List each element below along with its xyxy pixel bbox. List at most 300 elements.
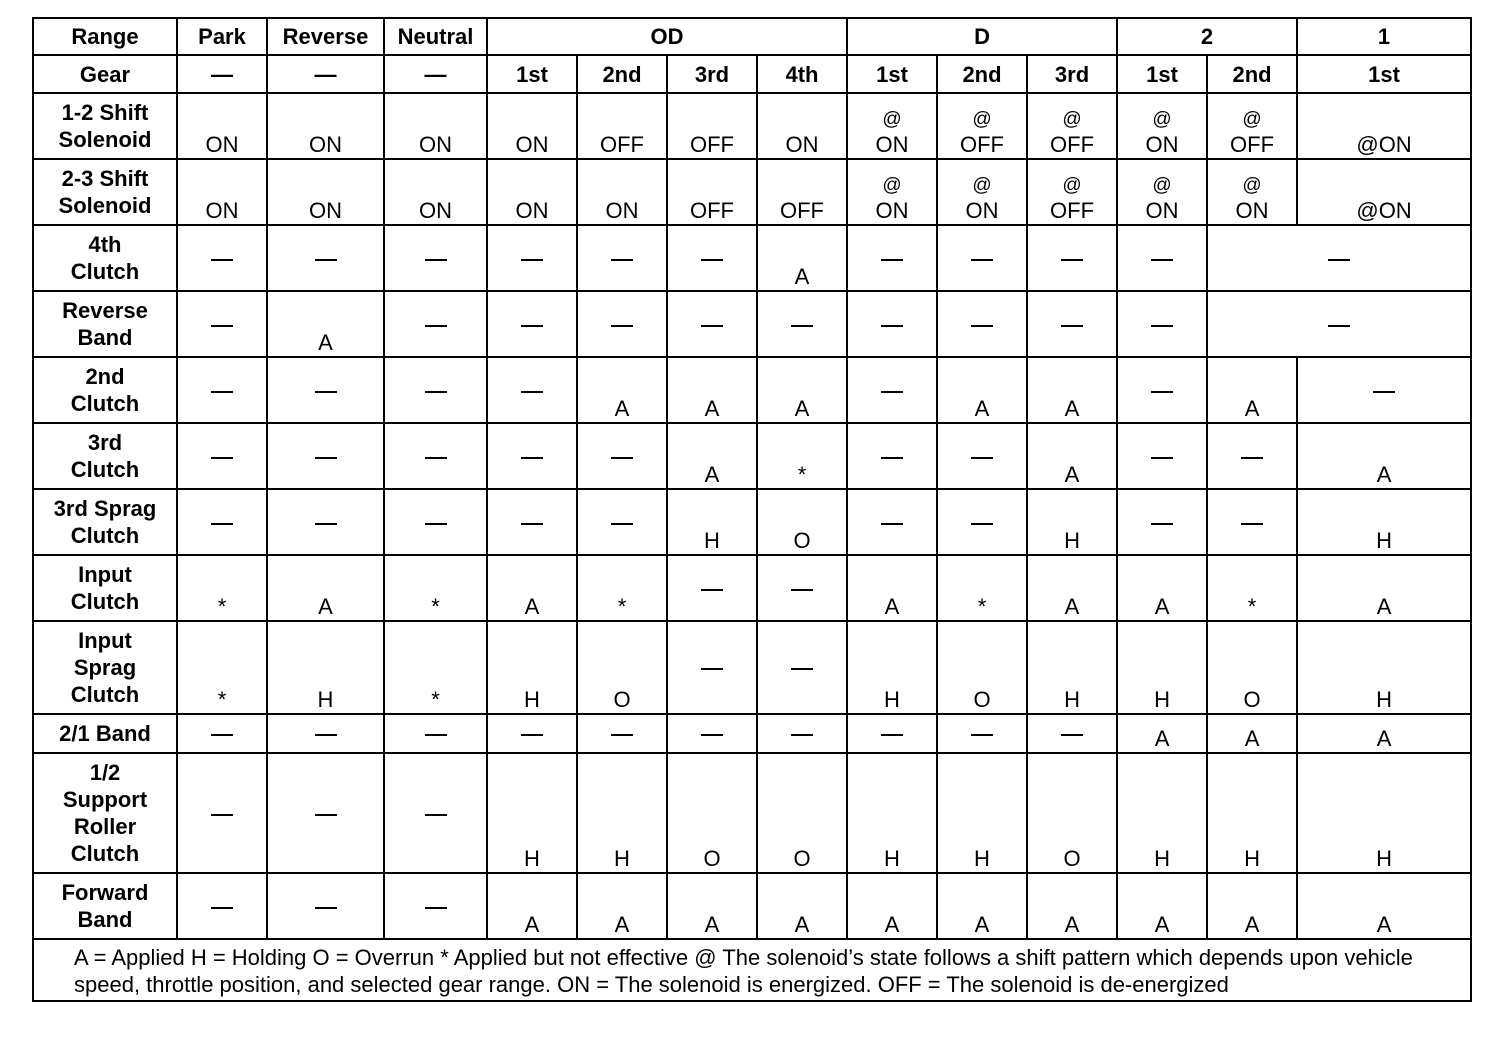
row-1-2-support-roller-clutch: [33, 753, 1471, 873]
table-cell: [847, 489, 937, 555]
table-cell: [577, 714, 667, 753]
cell-value: OFF: [1050, 132, 1095, 157]
not-applicable-dash: [611, 325, 633, 327]
cell-value: ON: [419, 132, 452, 157]
table-cell: [847, 225, 937, 291]
cell-value: OFF: [600, 132, 644, 157]
range-neutral: Neutral: [384, 18, 487, 55]
not-applicable-dash: [1061, 734, 1083, 736]
not-applicable-dash: [1373, 391, 1395, 393]
not-applicable-dash: [425, 734, 447, 736]
table-cell: [267, 555, 384, 621]
row-label-line: 2nd: [85, 364, 125, 389]
table-cell: [1207, 423, 1297, 489]
range-header-row: [33, 18, 1471, 55]
table-cell: [1117, 357, 1207, 423]
not-applicable-dash: [1061, 259, 1083, 261]
row-label-line: 2/1 Band: [59, 721, 151, 746]
gear-reverse: —: [267, 55, 384, 93]
table-cell: [667, 714, 757, 753]
cell-value: O: [793, 528, 811, 553]
not-applicable-dash: [1151, 523, 1173, 525]
cell-value: ON: [1235, 198, 1269, 223]
table-cell: [937, 357, 1027, 423]
cell-value: O: [1063, 846, 1081, 871]
table-cell: [177, 555, 267, 621]
table-cell: [757, 159, 847, 225]
table-cell: [267, 291, 384, 357]
gear-park: —: [177, 55, 267, 93]
row-label-line: Input: [78, 562, 132, 587]
table-cell: [384, 555, 487, 621]
cell-value: H: [1064, 687, 1080, 712]
not-applicable-dash: [1241, 523, 1263, 525]
not-applicable-dash: [881, 523, 903, 525]
row-2nd-clutch: [33, 357, 1471, 423]
row-2-1-band: [33, 714, 1471, 753]
table-cell: [577, 873, 667, 939]
not-applicable-dash: [315, 523, 337, 525]
not-applicable-dash: [425, 457, 447, 459]
table-cell: [384, 291, 487, 357]
row-label-line: 1-2 Shift: [61, 100, 149, 125]
legend-row: [33, 939, 1471, 1001]
not-applicable-dash: [425, 907, 447, 909]
gear-d-2nd: 2nd: [937, 55, 1027, 93]
cell-value: A: [794, 264, 810, 289]
table-cell: [384, 93, 487, 159]
not-applicable-dash: [211, 259, 233, 261]
not-applicable-dash: [791, 325, 813, 327]
table-cell: [937, 555, 1027, 621]
table-cell: [384, 159, 487, 225]
table-cell: [1207, 159, 1297, 225]
table-cell: [1117, 714, 1207, 753]
table-cell: [177, 93, 267, 159]
table-cell: [384, 714, 487, 753]
table-cell: [847, 357, 937, 423]
cell-value: A: [794, 912, 810, 937]
table-cell: [1117, 291, 1207, 357]
gear-1-1st: 1st: [1297, 55, 1471, 93]
table-cell: [1297, 621, 1471, 714]
range-1: 1: [1297, 18, 1471, 55]
table-cell: [1117, 555, 1207, 621]
table-cell: [937, 621, 1027, 714]
row-label-line: Solenoid: [58, 127, 152, 152]
not-applicable-dash: [425, 523, 447, 525]
table-cell: [1117, 489, 1207, 555]
table-cell: [487, 291, 577, 357]
table-cell: [487, 714, 577, 753]
table-cell: [847, 753, 937, 873]
table-cell: [177, 873, 267, 939]
row-label-line: Clutch: [70, 457, 140, 482]
cell-value: @ON: [1356, 132, 1412, 157]
range-od: OD: [487, 18, 847, 55]
not-applicable-dash: [971, 259, 993, 261]
not-applicable-dash: [971, 523, 993, 525]
table-cell: [177, 357, 267, 423]
table-cell: [757, 93, 847, 159]
table-cell: [1117, 621, 1207, 714]
cell-value: A: [1154, 726, 1170, 751]
range-2: 2: [1117, 18, 1297, 55]
table-cell: [667, 555, 757, 621]
table-cell: [1117, 225, 1207, 291]
table-cell: [937, 291, 1027, 357]
table-cell: [757, 423, 847, 489]
table-cell: [757, 873, 847, 939]
table-cell: [847, 423, 937, 489]
table-cell: [267, 357, 384, 423]
cell-value: H: [524, 846, 540, 871]
not-applicable-dash: [1151, 325, 1173, 327]
table-cell: [937, 423, 1027, 489]
table-cell: [577, 291, 667, 357]
not-applicable-dash: [881, 457, 903, 459]
table-cell: [1117, 753, 1207, 873]
cell-value: H: [1064, 528, 1080, 553]
cell-value: *: [797, 462, 807, 487]
cell-value: *: [977, 594, 987, 619]
cell-value: O: [973, 687, 991, 712]
cell-value: A: [318, 594, 333, 619]
cell-value: A: [884, 912, 900, 937]
table-cell: [757, 714, 847, 753]
cell-value: *: [617, 594, 627, 619]
table-cell: [577, 357, 667, 423]
table-cell: [847, 621, 937, 714]
cell-value: A: [1244, 912, 1260, 937]
cell-value: ON: [605, 198, 639, 223]
cell-value: ON: [1145, 198, 1179, 223]
row-label-line: Clutch: [70, 841, 140, 866]
cell-value: O: [613, 687, 631, 712]
cell-value: A: [794, 396, 810, 421]
range-reverse: Reverse: [267, 18, 384, 55]
cell-value: H: [884, 846, 900, 871]
table-cell: [937, 225, 1027, 291]
table-cell: [1207, 621, 1297, 714]
cell-value: O: [703, 846, 721, 871]
cell-value: A: [1064, 594, 1080, 619]
table-cell: [487, 423, 577, 489]
table-cell: [487, 489, 577, 555]
table-cell: [487, 555, 577, 621]
table-cell: [1297, 873, 1471, 939]
row-label: [33, 159, 177, 225]
cell-value: A: [1154, 594, 1170, 619]
gear-od-4th: 4th: [757, 55, 847, 93]
table-cell: [937, 753, 1027, 873]
cell-value: H: [1154, 846, 1170, 871]
table-cell: [267, 621, 384, 714]
table-cell: [267, 714, 384, 753]
table-cell: [487, 93, 577, 159]
table-cell: [847, 159, 937, 225]
not-applicable-dash: [881, 325, 903, 327]
not-applicable-dash: [791, 589, 813, 591]
cell-value: A: [1154, 912, 1170, 937]
not-applicable-dash: [1151, 391, 1173, 393]
table-cell: [177, 753, 267, 873]
table-cell: [267, 93, 384, 159]
table-cell: [667, 93, 757, 159]
table-cell: [577, 423, 667, 489]
table-cell: [1117, 159, 1207, 225]
gear-d-3rd: 3rd: [1027, 55, 1117, 93]
gear-od-3rd: 3rd: [667, 55, 757, 93]
cell-value: H: [704, 528, 720, 553]
row-label-line: 4th: [88, 232, 122, 257]
cell-value: ON: [205, 198, 239, 223]
table-cell: [667, 873, 757, 939]
table-cell: [757, 291, 847, 357]
gear-header-row: [33, 55, 1471, 93]
cell-value: H: [974, 846, 990, 871]
not-applicable-dash: [211, 734, 233, 736]
table-cell: [757, 357, 847, 423]
row-label-line: Input: [78, 628, 132, 653]
cell-value: *: [431, 594, 440, 619]
table-cell: [1207, 714, 1297, 753]
row-label-line: 1/2: [89, 760, 121, 785]
table-cell: [847, 873, 937, 939]
cell-value: A: [1064, 912, 1080, 937]
pattern-marker: @: [972, 175, 992, 196]
cell-value: A: [1376, 594, 1392, 619]
not-applicable-dash: [971, 457, 993, 459]
table-cell: [384, 489, 487, 555]
row-reverse-band: [33, 291, 1471, 357]
not-applicable-dash: [315, 907, 337, 909]
table-cell: [667, 291, 757, 357]
table-cell: [577, 93, 667, 159]
not-applicable-dash: [611, 523, 633, 525]
table-cell: [667, 753, 757, 873]
table-cell: [1027, 489, 1117, 555]
table-cell: [177, 621, 267, 714]
table-cell: [577, 753, 667, 873]
table-cell: [937, 714, 1027, 753]
table-cell: [487, 357, 577, 423]
table-cell: [577, 489, 667, 555]
row-label-line: Roller: [73, 814, 137, 839]
cell-value: H: [524, 687, 540, 712]
not-applicable-dash: [315, 259, 337, 261]
pattern-marker: @: [1152, 175, 1172, 196]
table-cell: [384, 873, 487, 939]
row-label-line: 3rd: [87, 430, 123, 455]
cell-value: ON: [419, 198, 452, 223]
table-cell: [267, 873, 384, 939]
table-cell: [1297, 357, 1471, 423]
table-cell: [1027, 621, 1117, 714]
cell-value: H: [884, 687, 900, 712]
row-label: [33, 489, 177, 555]
not-applicable-dash: [701, 259, 723, 261]
row-label-line: 3rd Sprag: [53, 496, 157, 521]
table-cell: [1027, 225, 1117, 291]
not-applicable-dash: [425, 259, 447, 261]
table-cell: [487, 873, 577, 939]
table-cell: [577, 621, 667, 714]
cell-value: A: [614, 396, 630, 421]
table-cell: [1207, 753, 1297, 873]
row-label-line: Reverse: [62, 298, 148, 323]
cell-value: O: [793, 846, 811, 871]
cell-value: ON: [515, 132, 549, 157]
not-applicable-dash: [1151, 457, 1173, 459]
gear-od-1st: 1st: [487, 55, 577, 93]
not-applicable-dash: [1151, 259, 1173, 261]
not-applicable-dash: [1328, 325, 1350, 327]
not-applicable-dash: [521, 523, 543, 525]
cell-value: H: [614, 846, 630, 871]
table-cell: [1297, 753, 1471, 873]
cell-value: ON: [875, 198, 909, 223]
gear-od-2nd: 2nd: [577, 55, 667, 93]
table-cell: [1297, 555, 1471, 621]
table-cell: [1027, 873, 1117, 939]
pattern-marker: @: [1242, 109, 1262, 130]
row-label-line: Clutch: [70, 523, 140, 548]
table-cell: [267, 753, 384, 873]
not-applicable-dash: [611, 259, 633, 261]
cell-value: @ON: [1356, 198, 1412, 223]
pattern-marker: @: [1062, 175, 1082, 196]
row-label: [33, 291, 177, 357]
not-applicable-dash: [521, 259, 543, 261]
table-cell: [667, 621, 757, 714]
table-cell: [577, 225, 667, 291]
table-cell: [1207, 873, 1297, 939]
table-cell: [1027, 93, 1117, 159]
table-cell: [937, 873, 1027, 939]
pattern-marker: @: [1242, 175, 1262, 196]
row-label-line: Band: [77, 325, 133, 350]
table-cell: [177, 714, 267, 753]
cell-value: A: [704, 396, 720, 421]
table-cell: [384, 357, 487, 423]
cell-value: ON: [515, 198, 549, 223]
cell-value: A: [524, 594, 540, 619]
gear-neutral: —: [384, 55, 487, 93]
cell-value: ON: [965, 198, 999, 223]
not-applicable-dash: [211, 391, 233, 393]
cell-value: OFF: [780, 198, 824, 223]
table-cell: [1027, 714, 1117, 753]
not-applicable-dash: [211, 907, 233, 909]
row-label: [33, 714, 177, 753]
table-cell: [1207, 93, 1297, 159]
cell-value: A: [1064, 396, 1080, 421]
cell-value: A: [524, 912, 540, 937]
row-label-line: 2-3 Shift: [61, 166, 149, 191]
gear-2-2nd: 2nd: [1207, 55, 1297, 93]
table-cell: [1117, 873, 1207, 939]
table-cell: [1297, 159, 1471, 225]
table-cell: [1027, 159, 1117, 225]
gear-d-1st: 1st: [847, 55, 937, 93]
row-label: [33, 753, 177, 873]
table-cell: [267, 423, 384, 489]
cell-value: A: [1376, 912, 1392, 937]
table-cell: [384, 225, 487, 291]
row-3rd-sprag-clutch: [33, 489, 1471, 555]
table-cell: [1207, 291, 1471, 357]
table-cell: [757, 621, 847, 714]
cell-value: ON: [309, 132, 342, 157]
table-cell: [1297, 489, 1471, 555]
not-applicable-dash: [1328, 259, 1350, 261]
not-applicable-dash: [791, 734, 813, 736]
row-3rd-clutch: [33, 423, 1471, 489]
table-cell: [1207, 555, 1297, 621]
row-label-line: Clutch: [70, 259, 140, 284]
cell-value: OFF: [1230, 132, 1275, 157]
table-cell: [667, 159, 757, 225]
range-d: D: [847, 18, 1117, 55]
not-applicable-dash: [521, 325, 543, 327]
not-applicable-dash: [701, 734, 723, 736]
cell-value: ON: [1145, 132, 1179, 157]
range-label: Range: [33, 18, 177, 55]
cell-value: H: [1376, 846, 1392, 871]
cell-value: *: [217, 594, 227, 619]
cell-value: H: [1154, 687, 1170, 712]
not-applicable-dash: [425, 814, 447, 816]
table-cell: [847, 93, 937, 159]
not-applicable-dash: [1061, 325, 1083, 327]
not-applicable-dash: [701, 668, 723, 670]
cell-value: H: [317, 687, 334, 712]
cell-value: H: [1376, 687, 1392, 712]
table-cell: [267, 159, 384, 225]
table-cell: [487, 159, 577, 225]
table-cell: [847, 714, 937, 753]
table-cell: [1117, 423, 1207, 489]
table-cell: [847, 555, 937, 621]
table-cell: [177, 489, 267, 555]
row-input-clutch: [33, 555, 1471, 621]
table-cell: [757, 555, 847, 621]
table-cell: [937, 93, 1027, 159]
not-applicable-dash: [791, 668, 813, 670]
cell-value: A: [704, 912, 720, 937]
not-applicable-dash: [701, 325, 723, 327]
table-cell: [1207, 225, 1471, 291]
cell-value: A: [1244, 726, 1260, 751]
row-label: [33, 423, 177, 489]
row-label-line: Sprag: [73, 655, 137, 680]
pattern-marker: @: [1062, 109, 1082, 130]
not-applicable-dash: [315, 391, 337, 393]
table-cell: [177, 291, 267, 357]
cell-value: OFF: [690, 132, 734, 157]
cell-value: *: [1247, 594, 1257, 619]
table-cell: [384, 621, 487, 714]
table-cell: [1027, 555, 1117, 621]
not-applicable-dash: [611, 734, 633, 736]
not-applicable-dash: [315, 814, 337, 816]
gear-2-1st: 1st: [1117, 55, 1207, 93]
table-cell: [667, 489, 757, 555]
gear-label: Gear: [33, 55, 177, 93]
range-park: Park: [177, 18, 267, 55]
cell-value: A: [1244, 396, 1260, 421]
